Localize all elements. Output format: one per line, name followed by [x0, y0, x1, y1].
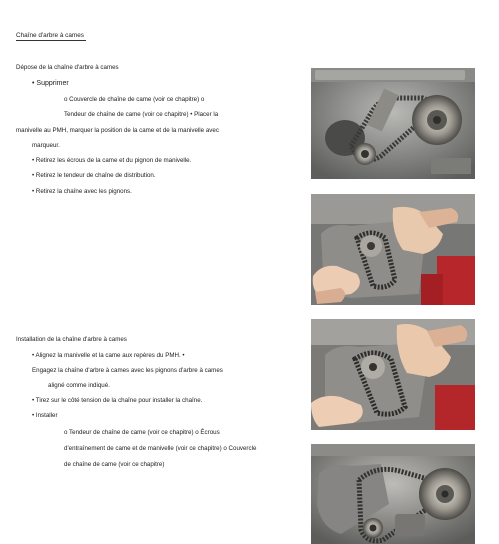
line-tensioner-place: Tendeur de chaîne de came (voir ce chapitre) • Placer la: [64, 111, 219, 118]
line-engage: Engagez la chaîne d'arbre à cames avec les pignons d'arbre à cames: [32, 367, 223, 374]
line-cover: o Couvercle de chaîne de came (voir ce chapitre) o: [64, 96, 205, 103]
installation-heading: Installation de la chaîne d'arbre à cames: [16, 336, 127, 343]
line-marker: marqueur.: [32, 142, 60, 149]
removal-heading: Dépose de la chaîne d'arbre à cames: [16, 64, 119, 71]
line-crank-pmh: manivelle au PMH, marquer la position de la came et de la manivelle avec: [16, 127, 219, 134]
step-remove-chain: • Retirez la chaîne avec les pignons.: [32, 188, 132, 195]
step-install: • Installer: [32, 412, 58, 419]
step-remove-nuts: • Retirez les écrous de la came et du pignon de manivelle.: [32, 157, 192, 164]
line-aligned: aligné comme indiqué.: [48, 382, 110, 389]
section-title: Chaîne d'arbre à cames: [16, 32, 85, 39]
line-drive: d'entraînement de came et de manivelle (voir ce chapitre) o Couvercle: [64, 445, 257, 452]
hands-removing-chain-photo: [311, 194, 475, 305]
step-remove-tensioner: • Retirez le tendeur de chaîne de distribution.: [32, 172, 156, 179]
line-tensioner-nuts: o Tendeur de chaîne de came (voir ce chapitre) o Écrous: [64, 429, 220, 436]
title-underline: [16, 40, 86, 41]
step-pull: • Tirez sur le côté tension de la chaîne pour installer la chaîne.: [32, 397, 203, 404]
line-cover-end: de chaîne de came (voir ce chapitre): [64, 461, 165, 468]
bullet-supprimer: • Supprimer: [32, 80, 69, 87]
step-align: • Alignez la manivelle et la came aux repères du PMH. •: [32, 352, 185, 359]
hands-installing-chain-photo: [311, 319, 475, 430]
engine-cam-chain-photo-1: [311, 68, 475, 179]
engine-cam-chain-photo-2: [311, 444, 475, 544]
